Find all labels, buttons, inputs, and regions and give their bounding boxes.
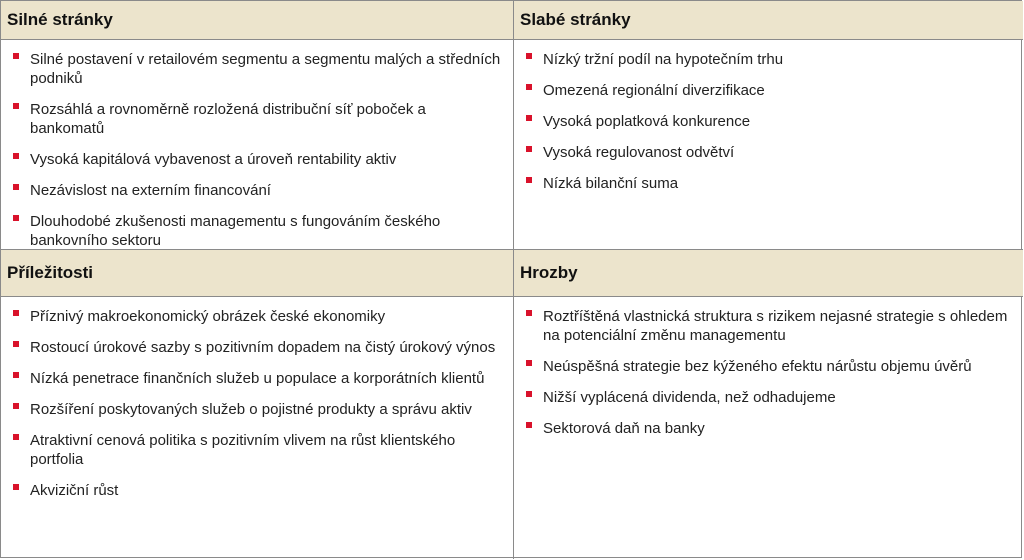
weaknesses-title: Slabé stránky xyxy=(520,10,631,29)
list-item: Silné postavení v retailovém segmentu a segmentu malých a středních podniků xyxy=(13,50,503,88)
opportunities-cell xyxy=(1,297,514,559)
list-item: Neúspěšná strategie bez kýženého efektu nárůstu objemu úvěrů xyxy=(526,357,1013,376)
weaknesses-list xyxy=(526,50,1013,193)
list-item: Rostoucí úrokové sazby s pozitivním dopadem na čistý úrokový výnos xyxy=(13,338,503,357)
weaknesses-header xyxy=(514,1,1023,40)
list-item: Příznivý makroekonomický obrázek české ekonomiky xyxy=(13,307,503,326)
threats-header xyxy=(514,250,1023,297)
opportunities-title: Příležitosti xyxy=(7,263,93,282)
list-item: Nízká bilanční suma xyxy=(526,174,1013,193)
list-item: Dlouhodobé zkušenosti managementu s fungováním českého bankovního sektoru xyxy=(13,212,503,250)
list-item: Akviziční růst xyxy=(13,481,503,500)
strengths-cell xyxy=(1,40,514,250)
opportunities-header xyxy=(1,250,514,297)
list-item: Roztříštěná vlastnická struktura s rizikem nejasné strategie s ohledem na potenciální změnu managementu xyxy=(526,307,1013,345)
list-item: Nízký tržní podíl na hypotečním trhu xyxy=(526,50,1013,69)
strengths-header xyxy=(1,1,514,40)
list-item: Nižší vyplácená dividenda, než odhadujeme xyxy=(526,388,1013,407)
strengths-list xyxy=(13,50,503,250)
list-item: Vysoká kapitálová vybavenost a úroveň rentability aktiv xyxy=(13,150,503,169)
threats-cell xyxy=(514,297,1023,559)
list-item: Vysoká poplatková konkurence xyxy=(526,112,1013,131)
list-item: Atraktivní cenová politika s pozitivním vlivem na růst klientského portfolia xyxy=(13,431,503,469)
list-item: Nezávislost na externím financování xyxy=(13,181,503,200)
list-item: Vysoká regulovanost odvětví xyxy=(526,143,1013,162)
opportunities-list xyxy=(13,307,503,500)
list-item: Rozsáhlá a rovnoměrně rozložená distribuční síť poboček a bankomatů xyxy=(13,100,503,138)
threats-list xyxy=(526,307,1013,438)
list-item: Rozšíření poskytovaných služeb o pojistné produkty a správu aktiv xyxy=(13,400,503,419)
list-item: Omezená regionální diverzifikace xyxy=(526,81,1013,100)
weaknesses-cell xyxy=(514,40,1023,250)
threats-title: Hrozby xyxy=(520,263,578,282)
strengths-title: Silné stránky xyxy=(7,10,113,29)
list-item: Nízká penetrace finančních služeb u populace a korporátních klientů xyxy=(13,369,503,388)
list-item: Sektorová daň na banky xyxy=(526,419,1013,438)
